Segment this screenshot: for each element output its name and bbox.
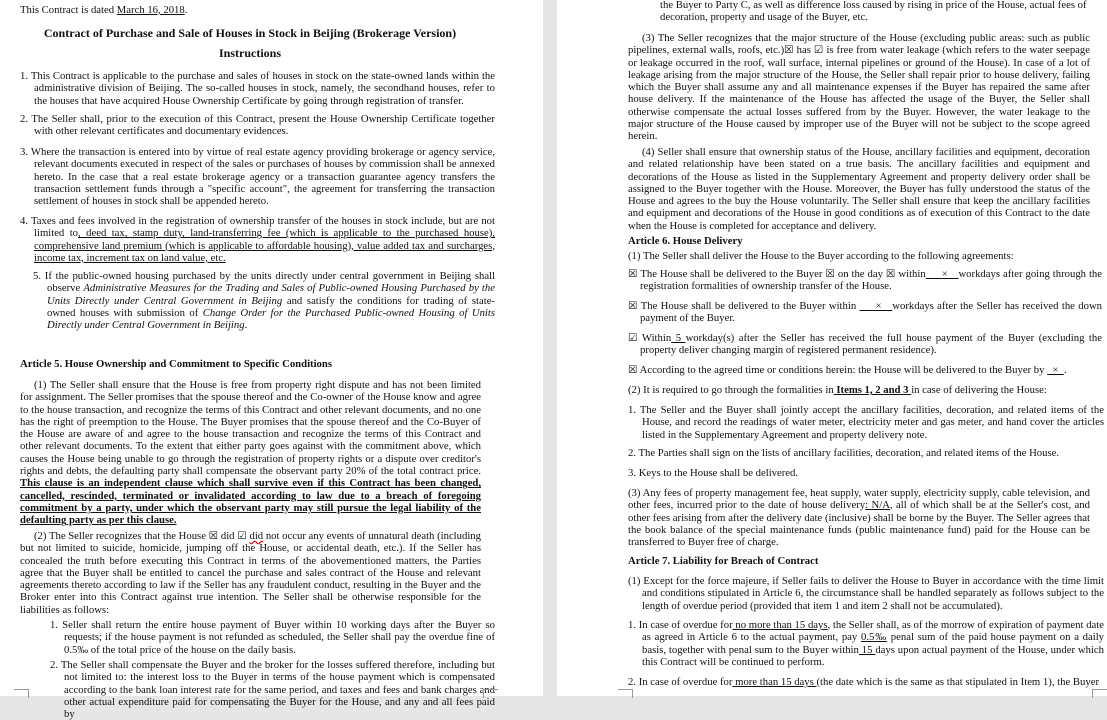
margin-crop-mark bbox=[618, 689, 633, 698]
text-run-u: : N/A bbox=[865, 499, 890, 512]
text-run: 2. The Seller shall, prior to the execution of this Contract, present the House Ownership Certificate together with other relevant certificates and documentary evidences. bbox=[20, 113, 495, 138]
text-run: . bbox=[184, 4, 188, 16]
instruction-4 bbox=[20, 215, 495, 264]
text-run: Instructions bbox=[218, 46, 281, 60]
delivery-formality-3 bbox=[628, 467, 1104, 479]
instruction-2 bbox=[20, 113, 495, 138]
text-run: 3. Keys to the House shall be delivered. bbox=[628, 467, 799, 479]
delivery-formality-1 bbox=[628, 404, 1104, 441]
article-6-clause-1 bbox=[628, 250, 1090, 262]
article-5-clause-1 bbox=[20, 379, 481, 527]
text-run-u: no more than 15 days bbox=[732, 619, 828, 631]
liability-item-1 bbox=[50, 619, 495, 656]
text-run-b-u: Items 1, 2 and 3 bbox=[833, 384, 912, 396]
text-run-i: Administrative Measures for the Trading and Sales of Public-owned Housing Purchased by the Units Directly under Central Government in Beijing bbox=[47, 282, 495, 307]
contract-date-line bbox=[20, 4, 481, 16]
article-5-heading bbox=[20, 358, 481, 370]
text-run: 4. Taxes and fees involved in the registration of ownership transfer of the houses in stock include, but are not limited to bbox=[20, 215, 495, 240]
text-run: ☒ According to the agreed time or conditions herein: the House will be delivered to the Buyer by bbox=[628, 364, 1048, 376]
text-run-u: 0.5‰ bbox=[860, 631, 888, 644]
text-run: 1. Seller shall return the entire house payment of Buyer within 10 working days after the Buyer so requests; if the house payment is not refunded as scheduled, the Seller shall pay the overdue fine of 0.5‰ of the total price of the house on the daily basis. bbox=[50, 619, 495, 656]
margin-crop-mark bbox=[1092, 689, 1107, 698]
text-run-u: more than 15 days bbox=[732, 676, 817, 688]
text-run: Contract of Purchase and Sale of Houses in Stock in Beijing (Brokerage Version) bbox=[43, 26, 457, 40]
margin-crop-mark bbox=[483, 689, 498, 698]
article-5-clause-2 bbox=[20, 530, 481, 616]
text-run-u: March 16, 2018 bbox=[116, 4, 185, 16]
liability-item-2 bbox=[50, 659, 495, 720]
text-run: workdays after going through the registration formalities of ownership transfer of the House. bbox=[640, 268, 1103, 293]
text-run: 1. In case of overdue for bbox=[628, 619, 733, 631]
text-run: Article 6. House Delivery bbox=[628, 235, 743, 247]
text-run: ☑ Within bbox=[628, 332, 672, 344]
text-run: Article 5. House Ownership and Commitment to Specific Conditions bbox=[20, 358, 333, 370]
text-run: (2) The Seller recognizes that the House ☒ did ☑ bbox=[34, 530, 250, 542]
delivery-option-1 bbox=[628, 268, 1102, 293]
text-run: Article 7. Liability for Breach of Contract bbox=[628, 555, 819, 567]
article-5-clause-4 bbox=[628, 146, 1090, 232]
text-run: 2. In case of overdue for bbox=[628, 676, 733, 688]
overdue-item-1 bbox=[628, 619, 1104, 668]
text-run: This Contract is dated bbox=[20, 4, 117, 16]
text-run-sp: did bbox=[249, 530, 264, 542]
document-title bbox=[0, 26, 500, 40]
text-run: 2. The Parties shall sign on the lists of ancillary facilities, decoration, and related items of the House. bbox=[628, 447, 1060, 459]
article-6-heading bbox=[628, 235, 1090, 247]
text-run: (3) The Seller recognizes that the major structure of the House (excluding public areas: such as public pipelines, external walls, roofs, etc.)☒ has ☑ is free from water leakage (which refers to the water seepage or leakage occurred in the roof, wall surface, internal pipelines or ground of the House). In case of a lot of leakage arising from the major structure of the House, the Seller shall repair prior to house delivery, failing which the Buyer shall assume any and all maintenance expenses if the Buyer has repaired the same after house delivery. If the maintenance of the House has affected the usage of the Buyer, the Seller shall otherwise compensate the actual losses suffered from by the Buyer. However, the water leakage to the major structure of the House caused by improper use of the Buyer will not be subject to the scope agreed herein. bbox=[628, 32, 1090, 143]
text-run: (1) Except for the force majeure, if Seller fails to deliver the House to Buyer in accordance with the time limit and conditions stipulated in Article 6, the circumstance shall be handled separately as follows subject to the length of overdue period (provided that item 1 and item 2 shall not be accumulated). bbox=[628, 575, 1104, 612]
delivery-option-2 bbox=[628, 300, 1102, 325]
article-6-clause-2 bbox=[628, 384, 1090, 396]
text-run: 1. This Contract is applicable to the purchase and sales of houses in stock on the state-owned lands within the administrative division of Beijing. The so-called houses in stock, namely, the secondhand houses, refer to the houses that have acquired House Ownership Certificate by going through registration of transfer. bbox=[20, 70, 495, 107]
text-run: workday(s) after the Seller has received the full house payment of the Buyer (excluding the property deliver changing margin of registered permanent residence). bbox=[640, 332, 1102, 357]
text-run: . bbox=[244, 319, 248, 332]
text-run: (3) Any fees of property management fee, heat supply, water supply, electricity supply, cable television, and other fees, incurred prior to the date of house delivery bbox=[628, 487, 1090, 512]
text-run: 2. The Seller shall compensate the Buyer and the broker for the losses suffered therefore, including but not limited to: the interest loss to the Buyer in terms of the house payment which is compensated according to the bank loan interest rate for the same period, and taxes and fees and bank charges and other actual expenditure paid for compensating the Buyer for the House, and any and all fees paid by bbox=[50, 659, 495, 720]
text-run: 1. The Seller and the Buyer shall jointly accept the ancillary facilities, decoration, and related items of the House, and record the readings of water meter, electricity meter and gas meter, and hand cover the articles listed in the Supplementary Agreement and property delivery note. bbox=[628, 404, 1104, 441]
article-6-clause-3 bbox=[628, 487, 1090, 548]
text-run: , all of which shall be at the Seller's cost, and other fees arising from after the delivery date (inclusive) shall be borne by the Buyer. The Seller agrees that the book balance of the special maintenance funds (public maintenance fund) paid for the House can be transferred to Buyer free of charge. bbox=[628, 499, 1090, 549]
text-run-i: Change Order for the Purchased Public-owned Housing of Units Directly under Central Government in Beijing bbox=[47, 306, 496, 332]
text-run: , the Seller shall, as of the morrow of expiration of payment date as agreed in Article 6 to the actual payment, pay bbox=[642, 619, 1104, 644]
text-run: 3. Where the transaction is entered into by virtue of real estate agency providing brokerage or agency service, relevant documents executed in respect of the sales or purchases of houses by commission shall be annexed hereto. In the case that a real estate brokerage agency or a transaction guarantee agency transfers the transaction settlement funds through a "specific account", the agreement for transferring the transaction settlement of houses in stock shall be appended hereto. bbox=[20, 146, 495, 208]
text-run: ☒ The House shall be delivered to the Buyer within bbox=[628, 300, 860, 312]
text-run: not occur any events of unnatural death (including but not limited to suicide, homicide, jumping off the House, or accidental death, etc.). If the Seller has concealed the truth before executing this Contract in terms of the abovementioned matters, the Parties agree that the Buyer shall be entitled to cancel the purchase and sales contract of the House and relevant agreements thereto according to law if the Seller has any fraudulent conduct, resulting in the Buyer and the Broker enter into this Contract against true intention. The Seller shall be otherwise responsible for the liabilities as follows: bbox=[20, 530, 481, 616]
text-run: workdays after the Seller has received the down payment of the Buyer. bbox=[640, 300, 1103, 325]
text-run: in case of delivering the House: bbox=[911, 384, 1047, 396]
liability-item-2-continued bbox=[660, 0, 1090, 24]
text-run: (1) The Seller shall ensure that the House is free from property right dispute and has not been limited for assignment. The Seller promises that the spouse thereof and the Co-owner of the House know and agree to the house transaction, and recognize the terms of this Contract and other relevant documents, and no one has the right of preemption to the House. The Buyer promises that the spouse thereof and the Co-Buyer of the House are aware of and agree to the house transaction and recognize the terms of this Contract and other relevant documents. To the extent that either party goes against with the commitment above, which causes the House being unable to go through the registration of property rights or a dispute over creditor's rights and debts, the defaulting party shall compensate the observant party 20% of the total contract price. bbox=[20, 379, 481, 478]
text-run-u: × bbox=[1047, 364, 1064, 376]
instruction-5 bbox=[33, 270, 495, 331]
delivery-option-4 bbox=[628, 364, 1102, 376]
text-run: penal sum of the paid house payment on a daily basis, together with penal sum to the Buyer within bbox=[642, 631, 1105, 656]
text-run-b-u: This clause is an independent clause which shall survive even if this Contract has been changed, cancelled, rescinded, terminated or invalidated according to law due to a breach of foregoing commitment by a party, under which the observant party may still pursue the legal liability of the defaulting party as per this clause. bbox=[20, 477, 481, 527]
text-run-u: , deed tax, stamp duty, land-transferring fee (which is applicable to the purchased house), comprehensive land premium (which is applicable to affordable housing), value added tax and surcharges, income tax, increment tax on land value, etc. bbox=[34, 227, 495, 264]
instructions-heading bbox=[0, 46, 500, 60]
text-run: ☒ The House shall be delivered to the Buyer ☒ on the day ☒ within bbox=[628, 268, 926, 280]
text-run: (the date which is the same as that stipulated in Item 1), the Buyer bbox=[816, 676, 1100, 688]
text-run: . bbox=[1063, 364, 1067, 376]
text-run-u: × bbox=[859, 300, 893, 312]
text-run: (4) Seller shall ensure that ownership status of the House, ancillary facilities and equipment, decoration and related relationship have been stated on a true basis. The ancillary facilities and equipment and decorations of the House as listed in the Supplementary Agreement and property delivery order shall be assigned to the Buyer together with the House. Moreover, the Buyer has fully understood the status of the House and agrees to the buy the House voluntarily. The Seller shall ensure that keep the ancillary facilities and equipment and decorations of the House in good conditions as of execution of this Contract to the date when the House is completed for acceptance and delivery. bbox=[628, 146, 1090, 232]
margin-crop-mark bbox=[14, 689, 29, 698]
text-run: and satisfy the conditions for trading of state-owned houses with submission of bbox=[47, 294, 495, 319]
text-run: days upon actual payment of the House, under which this Contract will be continued to perform. bbox=[642, 643, 1105, 668]
document-page-right bbox=[557, 0, 1107, 696]
text-run: 5. If the public-owned housing purchased by the units directly under central government in Beijing shall observe bbox=[33, 270, 495, 295]
instruction-3 bbox=[20, 146, 495, 207]
overdue-item-2 bbox=[628, 676, 1104, 688]
text-run-u: 5 bbox=[671, 332, 686, 344]
instruction-1 bbox=[20, 70, 495, 107]
text-run-u: 15 bbox=[858, 643, 876, 656]
article-7-heading bbox=[628, 555, 1090, 567]
delivery-option-3 bbox=[628, 332, 1102, 357]
text-run: (1) The Seller shall deliver the House to the Buyer according to the following agreements: bbox=[628, 250, 1014, 262]
article-5-clause-3 bbox=[628, 32, 1090, 143]
document-page-left bbox=[0, 0, 543, 720]
article-7-clause-1 bbox=[628, 575, 1104, 612]
text-run-u: × bbox=[925, 268, 959, 280]
delivery-formality-2 bbox=[628, 447, 1104, 459]
text-run: the Buyer to Party C, as well as difference loss caused by rising in price of the House, actual fees of decoration, property and usage of the Buyer, etc. bbox=[660, 0, 1087, 24]
text-run: (2) It is required to go through the formalities in bbox=[628, 384, 834, 396]
